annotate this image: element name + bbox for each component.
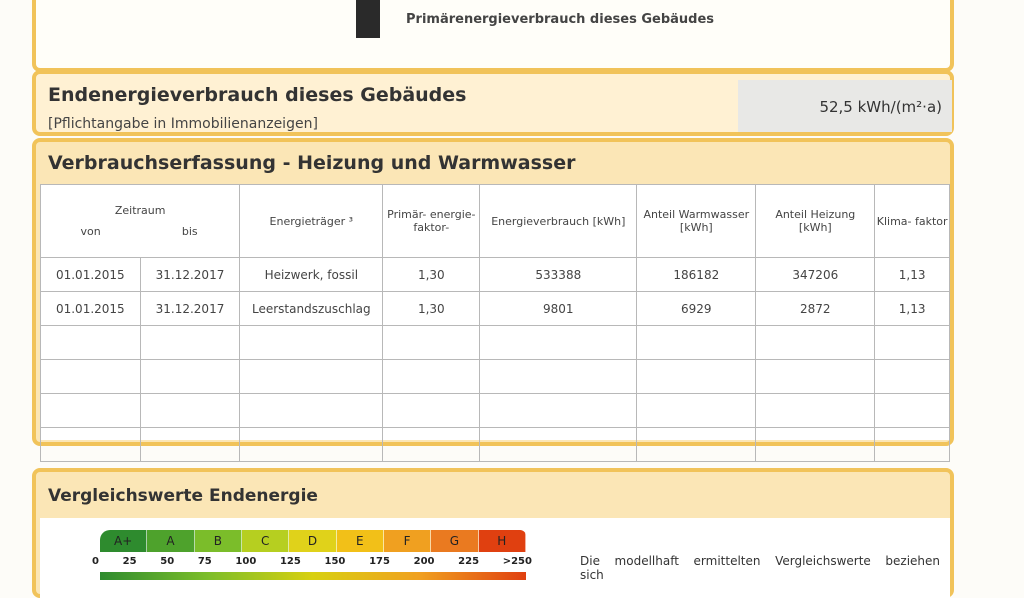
energy-class-aplus: A+ bbox=[100, 530, 147, 552]
consumption-title: Verbrauchserfassung - Heizung und Warmwasser bbox=[48, 152, 576, 174]
cell-climate: 1,13 bbox=[875, 292, 950, 326]
cell-hot-water: 186182 bbox=[637, 258, 756, 292]
cell-to: 31.12.2017 bbox=[140, 292, 240, 326]
table-row-empty bbox=[41, 428, 950, 462]
scale-tick: 125 bbox=[279, 556, 301, 567]
factor-header: Primär- energie- faktor- bbox=[383, 185, 480, 258]
consumption-table bbox=[40, 184, 950, 462]
scale-tick: 175 bbox=[369, 556, 390, 567]
cell-from: 01.01.2015 bbox=[41, 258, 141, 292]
scale-tick: 200 bbox=[413, 556, 435, 567]
cell-consumption: 533388 bbox=[480, 258, 637, 292]
table-row bbox=[41, 258, 950, 292]
period-header bbox=[41, 185, 240, 258]
table-row-empty bbox=[41, 326, 950, 360]
table-row-empty bbox=[41, 360, 950, 394]
end-energy-title: Endenergieverbrauch dieses Gebäudes bbox=[48, 84, 467, 106]
energy-class-c: C bbox=[242, 530, 289, 552]
cell-hot-water: 6929 bbox=[637, 292, 756, 326]
cell-climate: 1,13 bbox=[875, 258, 950, 292]
table-row bbox=[41, 292, 950, 326]
cell-to: 31.12.2017 bbox=[140, 258, 240, 292]
from-label: von bbox=[80, 225, 101, 238]
primary-energy-label: Primärenergieverbrauch dieses Gebäudes bbox=[406, 12, 715, 27]
cell-carrier: Heizwerk, fossil bbox=[240, 258, 383, 292]
cell-heating: 347206 bbox=[756, 258, 875, 292]
consumption-header: Energieverbrauch [kWh] bbox=[480, 185, 637, 258]
energy-scale-gradient bbox=[100, 572, 526, 580]
energy-class-b: B bbox=[195, 530, 242, 552]
scale-tick: 225 bbox=[458, 556, 480, 567]
arrow-shaft bbox=[356, 0, 380, 38]
comparison-title: Vergleichswerte Endenergie bbox=[48, 486, 318, 506]
scale-tick: 0 bbox=[92, 556, 99, 567]
energy-class-a: A bbox=[147, 530, 194, 552]
scale-tick: 25 bbox=[122, 556, 137, 567]
cell-consumption: 9801 bbox=[480, 292, 637, 326]
period-label: Zeitraum bbox=[114, 204, 166, 217]
energy-class-scale bbox=[100, 530, 526, 552]
scale-tick: >250 bbox=[502, 556, 532, 567]
consumption-table-wrap bbox=[40, 184, 950, 440]
energy-scale-ticks bbox=[92, 556, 532, 570]
cell-factor: 1,30 bbox=[383, 292, 480, 326]
carrier-header: Energieträger ³ bbox=[240, 185, 383, 258]
energy-class-d: D bbox=[289, 530, 336, 552]
end-energy-value-box bbox=[738, 80, 952, 132]
comparison-panel bbox=[32, 468, 954, 598]
energy-class-f: F bbox=[384, 530, 431, 552]
scale-tick: 150 bbox=[324, 556, 346, 567]
end-energy-panel bbox=[32, 70, 954, 136]
climate-header: Klima- faktor bbox=[875, 185, 950, 258]
cell-heating: 2872 bbox=[756, 292, 875, 326]
comparison-content bbox=[40, 518, 950, 598]
comparison-text: Die modellhaft ermittelten Vergleichswerte beziehen sich bbox=[580, 554, 940, 582]
scale-tick: 100 bbox=[235, 556, 257, 567]
cell-from: 01.01.2015 bbox=[41, 292, 141, 326]
cell-carrier: Leerstandszuschlag bbox=[240, 292, 383, 326]
heating-header: Anteil Heizung [kWh] bbox=[756, 185, 875, 258]
energy-class-h: H bbox=[479, 530, 526, 552]
end-energy-subtitle: [Pflichtangabe in Immobilienanzeigen] bbox=[48, 116, 318, 132]
energy-class-e: E bbox=[337, 530, 384, 552]
cell-factor: 1,30 bbox=[383, 258, 480, 292]
scale-tick: 50 bbox=[160, 556, 175, 567]
to-label: bis bbox=[181, 225, 198, 238]
primary-energy-panel bbox=[32, 0, 954, 72]
energy-class-g: G bbox=[431, 530, 478, 552]
hot-water-header: Anteil Warmwasser [kWh] bbox=[637, 185, 756, 258]
consumption-panel bbox=[32, 138, 954, 446]
scale-tick: 75 bbox=[197, 556, 212, 567]
end-energy-value: 52,5 kWh/(m²·a) bbox=[819, 98, 942, 116]
table-row-empty bbox=[41, 394, 950, 428]
